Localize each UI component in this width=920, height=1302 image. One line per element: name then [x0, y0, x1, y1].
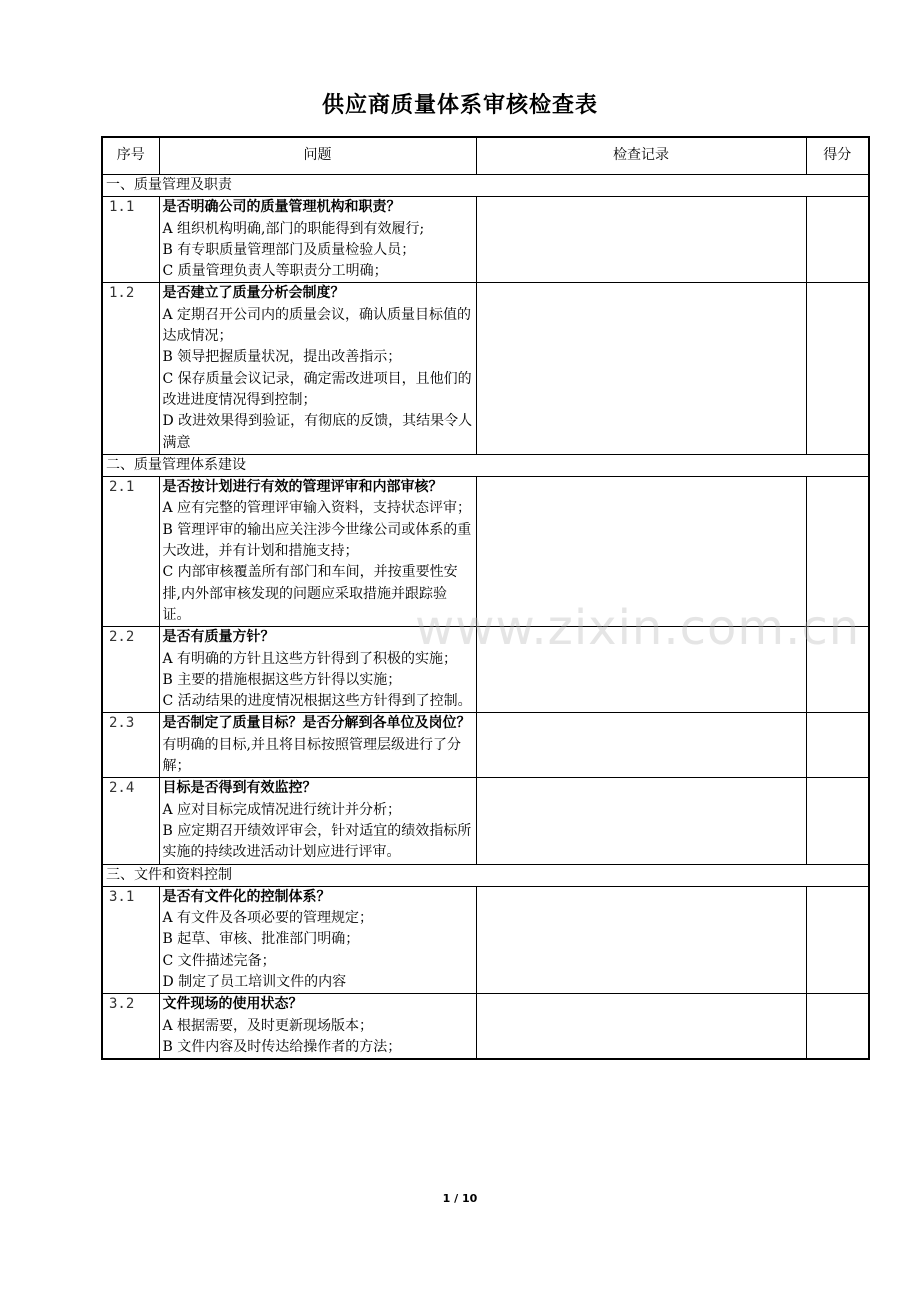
criterion-item: 有明确的目标,并且将目标按照管理层级进行了分解；: [162, 736, 461, 775]
row-number: 2.2: [102, 627, 159, 713]
record-cell[interactable]: [476, 713, 806, 778]
criterion-item: C 保存质量会议记录，确定需改进项目，且他们的改进进度情况得到控制；: [162, 370, 472, 408]
score-cell[interactable]: [806, 886, 869, 993]
question-cell: [159, 994, 476, 1059]
question-title: 文件现场的使用状态？: [162, 996, 303, 1013]
question-cell: [159, 778, 476, 864]
section-title: 三、文件和资料控制: [102, 864, 869, 886]
score-cell[interactable]: [806, 283, 869, 454]
question-cell: [159, 283, 476, 454]
table-row: [102, 477, 869, 627]
record-cell[interactable]: [476, 197, 806, 283]
question-title: 目标是否得到有效监控？: [162, 780, 317, 797]
question-cell: [159, 627, 476, 713]
criterion-item: A 有明确的方针且这些方针得到了积极的实施；: [162, 650, 458, 667]
section-title: 二、质量管理体系建设: [102, 454, 869, 476]
criterion-item: D 改进效果得到验证，有彻底的反馈，其结果令人满意: [162, 413, 473, 451]
score-cell[interactable]: [806, 627, 869, 713]
row-number: 2.3: [102, 713, 159, 778]
score-cell[interactable]: [806, 197, 869, 283]
score-cell[interactable]: [806, 778, 869, 864]
question-title: 是否按计划进行有效的管理评审和内部审核？: [162, 479, 443, 496]
watermark: www.zixin.com.cn: [415, 600, 861, 656]
section-row: [102, 175, 869, 197]
score-cell[interactable]: [806, 994, 869, 1059]
table-row: [102, 197, 869, 283]
section-row: [102, 864, 869, 886]
audit-table: [101, 136, 870, 1060]
record-cell[interactable]: [476, 994, 806, 1059]
criterion-item: B 起草、审核、批准部门明确；: [162, 931, 360, 948]
criterion-item: D 制定了员工培训文件的内容: [162, 973, 347, 990]
question-title: 是否明确公司的质量管理机构和职责？: [162, 199, 401, 216]
criterion-item: A 定期召开公司内的质量会议，确认质量目标值的达成情况；: [162, 306, 472, 345]
record-cell[interactable]: [476, 886, 806, 993]
row-number: 1.2: [102, 283, 159, 454]
question-cell: [159, 886, 476, 993]
table-row: [102, 627, 869, 713]
question-cell: [159, 713, 476, 778]
score-cell[interactable]: [806, 477, 869, 627]
question-cell: [159, 477, 476, 627]
question-title: 是否有文件化的控制体系？: [162, 888, 331, 905]
header-question: 问题: [159, 137, 476, 175]
criterion-item: A 有文件及各项必要的管理规定；: [162, 910, 374, 927]
table-header-row: [102, 137, 869, 175]
question-cell: [159, 197, 476, 283]
row-number: 3.1: [102, 886, 159, 993]
criterion-item: B 应定期召开绩效评审会，针对适宜的绩效指标所实施的持续改进活动计划应进行评审。: [162, 822, 472, 861]
table-row: [102, 886, 869, 993]
criterion-item: A 组织机构明确,部门的职能得到有效履行;: [162, 220, 425, 237]
table-row: [102, 778, 869, 864]
table-row: [102, 713, 869, 778]
criterion-item: A 根据需要，及时更新现场版本；: [162, 1017, 374, 1034]
row-number: 3.2: [102, 994, 159, 1059]
row-number: 2.1: [102, 477, 159, 627]
row-number: 1.1: [102, 197, 159, 283]
section-row: [102, 454, 869, 476]
criterion-item: C 活动结果的进度情况根据这些方针得到了控制。: [162, 693, 472, 710]
question-title: 是否建立了质量分析会制度？: [162, 285, 345, 302]
criterion-item: B 管理评审的输出应关注涉今世缘公司或体系的重大改进，并有计划和措施支持；: [162, 521, 472, 560]
record-cell[interactable]: [476, 283, 806, 454]
record-cell[interactable]: [476, 477, 806, 627]
row-number: 2.4: [102, 778, 159, 864]
criterion-item: A 应有完整的管理评审输入资料，支持状态评审；: [162, 500, 472, 517]
header-no: 序号: [102, 137, 159, 175]
question-title: 是否制定了质量目标？是否分解到各单位及岗位？: [162, 715, 471, 732]
criterion-item: C 质量管理负责人等职责分工明确；: [162, 263, 388, 280]
header-record: 检查记录: [476, 137, 806, 175]
question-title: 是否有质量方针？: [162, 629, 275, 646]
criterion-item: B 主要的措施根据这些方针得以实施；: [162, 671, 402, 688]
criterion-item: A 应对目标完成情况进行统计并分析；: [162, 801, 402, 818]
criterion-item: B 有专职质量管理部门及质量检验人员；: [162, 241, 416, 258]
page-title: 供应商质量体系审核检查表: [321, 93, 598, 118]
criterion-item: B 领导把握质量状况，提出改善指示；: [162, 349, 402, 366]
criterion-item: C 内部审核覆盖所有部门和车间，并按重要性安排,内外部审核发现的问题应采取措施并跟踪验证。: [162, 564, 458, 623]
record-cell[interactable]: [476, 778, 806, 864]
criterion-item: C 文件描述完备；: [162, 952, 276, 969]
header-score: 得分: [806, 137, 869, 175]
criterion-item: B 文件内容及时传达给操作者的方法；: [162, 1038, 402, 1055]
table-row: [102, 283, 869, 454]
record-cell[interactable]: [476, 627, 806, 713]
table-row: [102, 994, 869, 1059]
page-number: 1 / 10: [442, 1192, 478, 1205]
score-cell[interactable]: [806, 713, 869, 778]
section-title: 一、质量管理及职责: [102, 175, 869, 197]
